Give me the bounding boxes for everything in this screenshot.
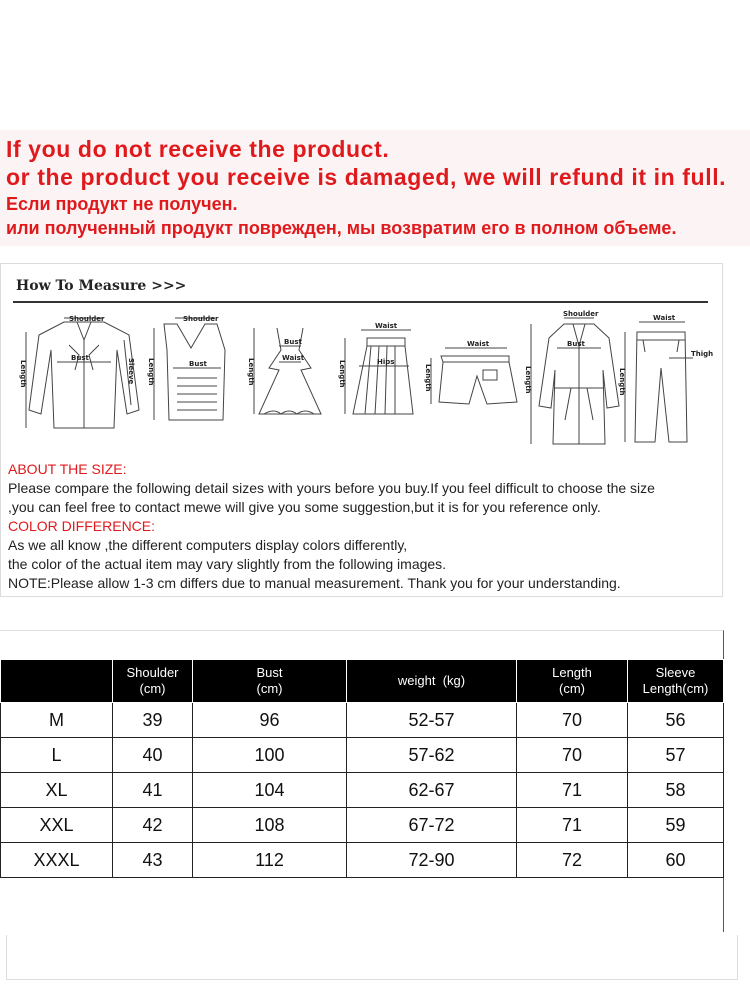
waist-label: Waist — [375, 322, 398, 330]
waist-label: Waist — [653, 314, 676, 322]
sleeve-cell: 57 — [628, 738, 724, 773]
header-length-label: Length (cm) — [552, 665, 592, 696]
shoulder-cell: 41 — [113, 773, 193, 808]
bust-cell: 96 — [193, 703, 347, 738]
sleeve-cell: 58 — [628, 773, 724, 808]
weight-cell: 62-67 — [347, 773, 517, 808]
waist-label: Waist — [282, 354, 305, 362]
measure-title: How To Measure >>> — [16, 278, 187, 294]
banner-line-3: Если продукт не получен. — [6, 194, 238, 214]
length-label: Length — [247, 358, 255, 386]
sleeve-label: Sleeve — [127, 358, 135, 385]
weight-cell: 67-72 — [347, 808, 517, 843]
header-shoulder — [113, 660, 193, 703]
weight-cell: 57-62 — [347, 738, 517, 773]
header-size — [1, 660, 113, 703]
divider — [13, 301, 708, 303]
refund-banner — [0, 130, 750, 246]
table-row — [1, 808, 724, 843]
size-notes — [8, 460, 718, 593]
shoulder-label: Shoulder — [183, 315, 219, 323]
waist-label: Waist — [467, 340, 490, 348]
bust-label: Bust — [71, 354, 89, 362]
bust-cell: 100 — [193, 738, 347, 773]
sleeve-cell: 60 — [628, 843, 724, 878]
garment-diagrams — [9, 310, 715, 460]
length-cell: 71 — [517, 773, 628, 808]
header-bust-label: Bust (cm) — [256, 665, 283, 696]
bust-cell: 104 — [193, 773, 347, 808]
shoulder-label: Shoulder — [563, 310, 599, 318]
shoulder-cell: 43 — [113, 843, 193, 878]
header-weight: weight (kg) — [347, 660, 517, 703]
header-sleeve-label: Sleeve Length(cm) — [642, 665, 709, 696]
trousers-illustration — [625, 322, 693, 442]
size-cell: M — [1, 703, 113, 738]
about-size-heading: ABOUT THE SIZE: — [8, 461, 127, 477]
bust-label: Bust — [284, 338, 302, 346]
length-cell: 70 — [517, 703, 628, 738]
bottom-frame — [6, 935, 738, 980]
table-row — [1, 773, 724, 808]
length-label: Length — [424, 364, 432, 392]
about-size-text-1: Please compare the following detail sizes with yours before you buy.If you feel difficult to choose the size — [8, 480, 655, 496]
header-bust — [193, 660, 347, 703]
shoulder-label: Shoulder — [69, 315, 105, 323]
length-label: Length — [618, 368, 626, 396]
color-text-1: As we all know ,the different computers display colors differently, — [8, 537, 408, 553]
sleeve-cell: 59 — [628, 808, 724, 843]
bust-cell: 108 — [193, 808, 347, 843]
shoulder-cell: 39 — [113, 703, 193, 738]
how-to-measure-panel — [0, 263, 723, 597]
measurement-note: NOTE:Please allow 1-3 cm differs due to manual measurement. Thank you for your understanding. — [8, 575, 621, 591]
weight-cell: 52-57 — [347, 703, 517, 738]
sleeve-cell: 56 — [628, 703, 724, 738]
banner-line-1: If you do not receive the product. — [6, 136, 390, 162]
measurement-illustrations — [9, 310, 715, 460]
length-label: Length — [19, 360, 27, 388]
shorts-illustration — [431, 348, 517, 404]
size-cell: L — [1, 738, 113, 773]
table-row — [1, 738, 724, 773]
table-header-row — [1, 660, 724, 703]
length-label: Length — [147, 358, 155, 386]
blouse-illustration — [26, 318, 139, 428]
length-cell: 71 — [517, 808, 628, 843]
bust-cell: 112 — [193, 843, 347, 878]
hips-label: Hips — [377, 358, 395, 366]
about-size-text-2: ,you can feel free to contact mewe will give you some suggestion,but it is for you reference only. — [8, 499, 601, 515]
shoulder-cell: 40 — [113, 738, 193, 773]
header-sleeve — [628, 660, 724, 703]
skirt-illustration — [345, 330, 413, 414]
length-label: Length — [524, 366, 532, 394]
thigh-label: Thigh — [691, 350, 714, 358]
weight-cell: 72-90 — [347, 843, 517, 878]
size-chart-table — [0, 659, 724, 878]
size-cell: XXL — [1, 808, 113, 843]
header-length — [517, 660, 628, 703]
table-row — [1, 703, 724, 738]
size-cell: XL — [1, 773, 113, 808]
color-difference-heading: COLOR DIFFERENCE: — [8, 518, 156, 534]
header-shoulder-label: Shoulder (cm) — [126, 665, 179, 696]
length-label: Length — [338, 360, 346, 388]
tank-top-illustration — [154, 318, 225, 420]
length-cell: 72 — [517, 843, 628, 878]
shoulder-cell: 42 — [113, 808, 193, 843]
bust-label: Bust — [189, 360, 207, 368]
banner-line-4: или полученный продукт поврежден, мы возвратим его в полном объеме. — [6, 218, 677, 238]
bust-label: Bust — [567, 340, 585, 348]
banner-line-2: or the product you receive is damaged, we will refund it in full. — [6, 164, 727, 190]
coat-illustration — [531, 318, 619, 444]
length-cell: 70 — [517, 738, 628, 773]
size-cell: XXXL — [1, 843, 113, 878]
color-text-2: the color of the actual item may vary slightly from the following images. — [8, 556, 447, 572]
table-row — [1, 843, 724, 878]
